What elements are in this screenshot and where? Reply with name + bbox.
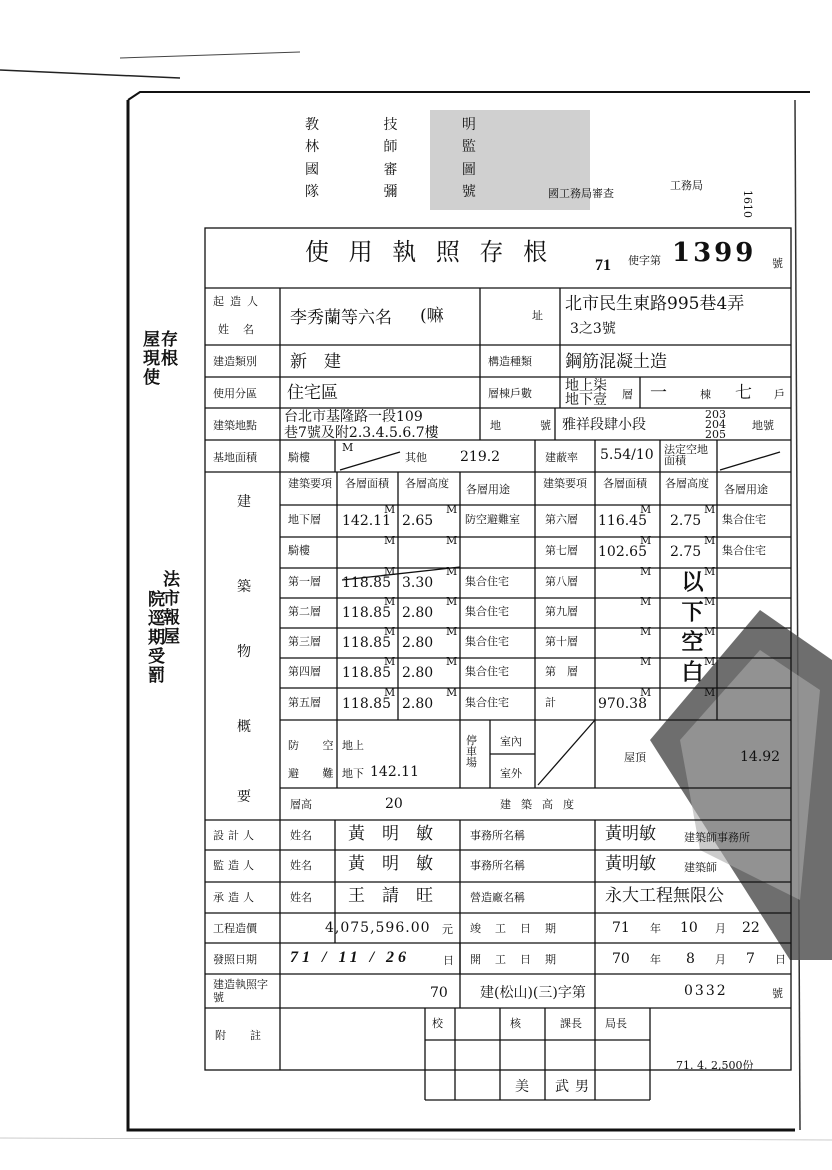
household-count: 七 (735, 383, 752, 403)
parking-label: 停車場 (466, 734, 477, 769)
issue-unit: 日 (443, 954, 454, 967)
floor-name-right: 第九層 (545, 605, 578, 618)
side-label-3: 物 (237, 644, 251, 660)
floor-height-unit-right: M (704, 595, 716, 608)
designer-office: 黃明敏 (605, 824, 656, 844)
roof-value: 14.92 (740, 749, 781, 765)
building-height-label: 建築高度 (500, 798, 584, 811)
cost-label: 工程造價 (213, 922, 257, 935)
floor-name-right: 第 層 (545, 665, 578, 678)
floors-below: 地下壹 (565, 392, 607, 408)
margin-note-col4: 法市報屋 (159, 570, 179, 646)
floor-area-unit-right: M (640, 503, 652, 516)
remarks-label: 附註 (215, 1029, 285, 1042)
designer-label: 設計人 (213, 829, 258, 842)
stamp-check: 校 (432, 1017, 443, 1030)
floor-area-unit-right: M (640, 565, 652, 578)
start-day-unit: 日 (775, 953, 786, 966)
legal-area-label: 法定空地面積 (664, 443, 708, 467)
floor-area-unit-right: M (640, 625, 652, 638)
floor-height-unit-left: M (446, 503, 458, 516)
others-value: 219.2 (460, 449, 501, 465)
stamp-section: 課長 (560, 1017, 582, 1030)
arcade-label: 騎樓 (288, 451, 310, 464)
floor-area-unit-left: M (384, 686, 396, 699)
floor-area-left: 118.85 (342, 665, 391, 681)
done-day: 22 (742, 920, 760, 936)
land-label: 地 號 (490, 419, 565, 432)
floor-area-unit-right: M (640, 595, 652, 608)
start-day: 7 (746, 951, 755, 967)
area-label: 基地面積 (213, 451, 257, 464)
stamp-right-text2: 工務局 (670, 179, 703, 192)
contractor-name-label: 姓名 (290, 891, 312, 904)
stamp-name-3: 美 (515, 1079, 529, 1095)
cost-value: 4,075,596.00 (325, 920, 431, 936)
floor-name-right: 第十層 (545, 635, 578, 648)
build-type-label: 建造類別 (213, 355, 257, 368)
stamp-right-text: 國工務局審查 (548, 187, 614, 200)
floor-name-left: 地下層 (288, 513, 321, 526)
designer-name: 黃 明 敏 (348, 824, 433, 844)
permit-suffix: 號 (772, 257, 783, 270)
floor-height-unit-left: M (446, 625, 458, 638)
floor-area-left: 118.85 (342, 696, 391, 712)
floor-use-right: 集合住宅 (722, 544, 766, 557)
permit-number-value: 0332 (684, 983, 728, 999)
floor-area-unit-left: M (384, 655, 396, 668)
parking-outdoor: 室外 (500, 767, 522, 780)
storey-value: 20 (385, 796, 403, 812)
site-label: 建築地點 (213, 419, 257, 432)
building-count: 一 (650, 383, 667, 403)
designer-office-suffix: 建築師事務所 (684, 831, 750, 844)
land-suffix: 地號 (752, 419, 774, 432)
floor-area-unit-right: M (640, 655, 652, 668)
floor-name-right: 第七層 (545, 544, 578, 557)
done-label: 竣工日期 (470, 922, 570, 935)
floor-height-unit-right: M (704, 625, 716, 638)
page-title: 使 用 執 照 存 根 (305, 238, 554, 266)
stamp-left-row4: 隊 彌 號 (305, 184, 506, 200)
floor-name-left: 第一層 (288, 575, 321, 588)
coverage-value: 5.54/10 (600, 447, 654, 463)
floor-area-unit-right: M (640, 534, 652, 547)
stamp-mark: 1610 (741, 190, 754, 218)
issue-date: 71 / 11 / 26 (290, 949, 411, 966)
structure-label: 構造種類 (488, 355, 532, 368)
floor-height-unit-right: M (704, 503, 716, 516)
start-year-unit: 年 (650, 953, 661, 966)
floor-use-left: 集合住宅 (465, 605, 509, 618)
owner-label: 起造人 (213, 295, 264, 308)
designer-office-label: 事務所名稱 (470, 829, 525, 842)
floor-height-unit-left: M (446, 595, 458, 608)
floor-height-unit-right: M (704, 565, 716, 578)
land-section: 雅祥段肆小段 (562, 417, 646, 433)
floor-area-unit-left: M (384, 595, 396, 608)
supervisor-office: 黃明敏 (605, 854, 656, 874)
floor-height-left: 3.30 (402, 575, 434, 591)
others-label: 其他 (405, 451, 427, 464)
permit-year: 71 (595, 257, 611, 274)
floor-area-right: 970.38 (598, 696, 647, 712)
stamp-verify: 核 (510, 1017, 521, 1030)
col-header-use-r: 各層用途 (724, 483, 768, 496)
done-year-unit: 年 (650, 922, 661, 935)
use-zone: 住宅區 (287, 383, 338, 403)
done-month: 10 (680, 920, 698, 936)
contractor-firm: 永大工程無限公 (605, 886, 724, 906)
blank-note: 以下空白 (678, 570, 704, 690)
side-label-1: 建 (237, 494, 251, 510)
shelter-label-1: 防 空 (288, 739, 344, 752)
stamp-name-1: 武 (555, 1079, 569, 1095)
margin-note-col3: 院逕期受罰 (144, 590, 164, 685)
stamp-left-row1: 教 技 明 (305, 117, 506, 133)
floor-area-unit-left: M (384, 534, 396, 547)
floor-height-unit-left: M (446, 565, 458, 578)
supervisor-name: 黃 明 敏 (348, 854, 433, 874)
margin-note-col2: 存根 (157, 330, 177, 368)
coverage-label: 建蔽率 (545, 451, 578, 464)
site-address-2: 巷7號及附2.3.4.5.6.7樓 (284, 425, 439, 441)
floor-height-unit-right: M (704, 534, 716, 547)
floor-name-right: 第八層 (545, 575, 578, 588)
floor-use-left: 集合住宅 (465, 665, 509, 678)
build-type: 新 建 (290, 352, 341, 372)
supervisor-label: 監造人 (213, 859, 258, 872)
floor-use-left: 集合住宅 (465, 696, 509, 709)
floor-area-left: 142.11 (342, 513, 391, 529)
side-label-2: 築 (237, 579, 251, 595)
floor-use-right: 集合住宅 (722, 513, 766, 526)
land-number-1: 203 (705, 408, 726, 421)
col-header-area: 各層面積 (345, 477, 389, 490)
floor-height-unit-right: M (704, 655, 716, 668)
floor-use-left: 集合住宅 (465, 635, 509, 648)
floors-label: 層棟戶數 (488, 387, 532, 400)
floor-height-left: 2.65 (402, 513, 434, 529)
floor-name-left: 第四層 (288, 665, 321, 678)
owner-address-2: 3之3號 (570, 321, 616, 337)
cost-unit: 元 (442, 923, 453, 936)
stamp-name-2: 男 (575, 1079, 589, 1095)
floor-name-right: 計 (545, 696, 556, 709)
permit-number: 1399 (672, 238, 757, 268)
floor-name-left: 第二層 (288, 605, 321, 618)
floor-height-left: 2.80 (402, 605, 434, 621)
shelter-above: 地上 (342, 739, 364, 752)
floor-height-unit-left: M (446, 534, 458, 547)
col-header-use: 各層用途 (466, 483, 510, 496)
supervisor-office-label: 事務所名稱 (470, 859, 525, 872)
floor-area-right: 116.45 (598, 513, 647, 529)
parking-indoor: 室內 (500, 735, 522, 748)
floor-area-left: 118.85 (342, 605, 391, 621)
use-zone-label: 使用分區 (213, 387, 257, 400)
issue-label: 發照日期 (213, 953, 257, 966)
floor-height-left: 2.80 (402, 665, 434, 681)
permit-text: 建(松山)(三)字第 (480, 985, 586, 1001)
floor-height-right: 2.75 (670, 513, 702, 529)
permit-label: 建造執照字號 (213, 978, 268, 1005)
start-month: 8 (686, 951, 695, 967)
contractor-label: 承造人 (213, 891, 258, 904)
start-label: 開工日期 (470, 953, 570, 966)
shelter-underground-value: 142.11 (370, 764, 419, 780)
designer-name-label: 姓名 (290, 829, 312, 842)
floor-name-left: 第三層 (288, 635, 321, 648)
floors-above: 地上柒 (565, 378, 607, 394)
floor-height-unit-right: M (704, 686, 716, 699)
col-header-height: 各層高度 (405, 477, 449, 490)
floor-area-left: 118.85 (342, 635, 391, 651)
start-year: 70 (612, 951, 630, 967)
owner-seal: (嘛 (420, 306, 444, 326)
start-month-unit: 月 (715, 953, 726, 966)
col-header-item: 建築要項 (288, 477, 332, 490)
floor-area-unit-left: M (384, 565, 396, 578)
supervisor-name-label: 姓名 (290, 859, 312, 872)
owner-name-label: 姓名 (218, 323, 268, 336)
floor-area-left: 118.85 (342, 575, 391, 591)
col-header-height-r: 各層高度 (665, 477, 709, 490)
floor-height-left: 2.80 (402, 635, 434, 651)
stamp-left-row2: 林 師 監 (305, 139, 506, 155)
unit-m: M (342, 441, 354, 454)
permit-year-value: 70 (430, 985, 448, 1001)
floor-name-right: 第六層 (545, 513, 578, 526)
owner-address-label: 址 (532, 309, 543, 322)
floor-name-left: 第五層 (288, 696, 321, 709)
stamp-left-row3: 國 審 圖 (305, 162, 506, 178)
floor-height-left: 2.80 (402, 696, 434, 712)
roof-label: 屋頂 (624, 751, 646, 764)
supervisor-office-suffix: 建築師 (684, 861, 717, 874)
contractor-firm-label: 營造廠名稱 (470, 891, 525, 904)
floor-area-unit-right: M (640, 686, 652, 699)
shelter-label-2: 避 難 (288, 767, 344, 780)
permit-prefix: 使字第 (628, 254, 661, 267)
floor-area-right: 102.65 (598, 544, 647, 560)
stamp-director: 局長 (605, 1017, 627, 1030)
floor-area-unit-left: M (384, 503, 396, 516)
permit-suffix-value: 號 (772, 987, 783, 1000)
done-year: 71 (612, 920, 630, 936)
done-month-unit: 月 (715, 922, 726, 935)
shelter-underground: 地下 (342, 767, 364, 780)
floor-name-left: 騎樓 (288, 544, 310, 557)
col-header-area-r: 各層面積 (603, 477, 647, 490)
side-label-5: 要 (237, 789, 251, 805)
land-number-2: 204 (705, 418, 726, 431)
floor-height-unit-left: M (446, 655, 458, 668)
owner-name: 李秀蘭等六名 (290, 308, 392, 328)
owner-address: 北市民生東路995巷4弄 (565, 294, 745, 314)
building-unit: 棟 (700, 388, 711, 401)
col-header-item-r: 建築要項 (543, 477, 587, 490)
floors-unit: 層 (622, 388, 633, 401)
floor-use-left: 集合住宅 (465, 575, 509, 588)
print-note: 71. 4. 2,500份 (676, 1059, 754, 1072)
structure-value: 鋼筋混凝土造 (565, 352, 667, 372)
land-number-3: 205 (705, 428, 726, 441)
floor-height-unit-left: M (446, 686, 458, 699)
floor-use-left: 防空避難室 (465, 513, 520, 526)
site-address: 台北市基隆路一段109 (284, 409, 423, 425)
margin-note-col1: 屋現使 (139, 330, 159, 387)
contractor-name: 王 請 旺 (348, 886, 433, 906)
floor-height-right: 2.75 (670, 544, 702, 560)
floor-area-unit-left: M (384, 625, 396, 638)
side-label-4: 概 (237, 719, 251, 735)
household-unit: 戶 (774, 388, 785, 401)
storey-label: 層高 (290, 798, 312, 811)
